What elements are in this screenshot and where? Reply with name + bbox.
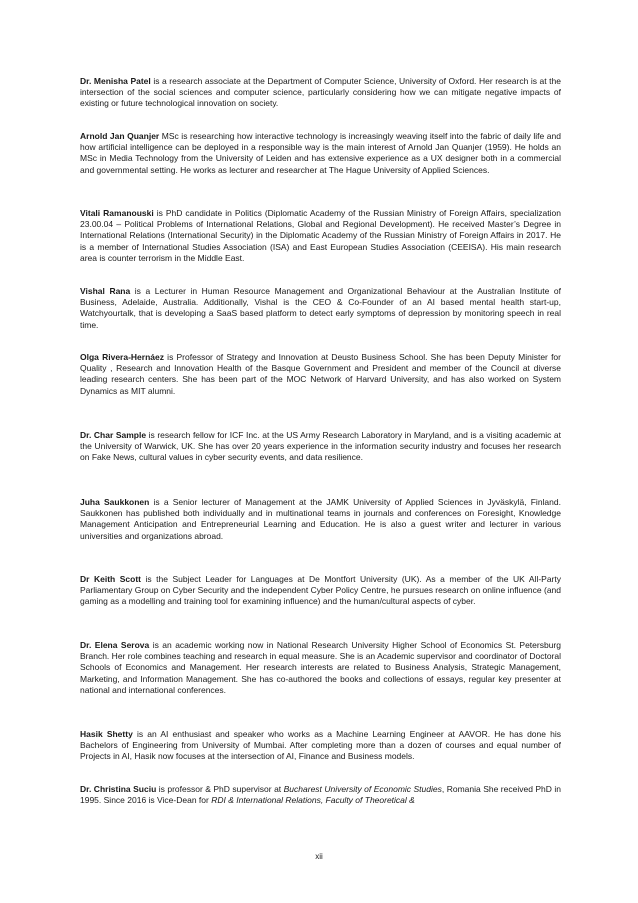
bio-menisha-patel xyxy=(80,76,561,110)
bio-christina-suciu xyxy=(80,784,561,806)
bio-name: Vitali Ramanouski xyxy=(80,208,154,218)
bio-text: is Professor of Strategy and Innovation at Deusto Business School. She has been Deputy Minister for Quality , Research and Innovation Health of the Basque Government and President and member of the Council at diverse leading research centers. She has been part of the MOC Network of Harvard University, and has also worked on System Dynamics as MIT alumni. xyxy=(80,352,561,396)
bio-juha-saukkonen xyxy=(80,497,561,542)
bio-arnold-jan-quanjer xyxy=(80,131,561,176)
bio-vishal-rana xyxy=(80,286,561,331)
bio-text: is research fellow for ICF Inc. at the US Army Research Laboratory in Maryland, and is a visiting academic at the University of Warwick, UK. She has over 20 years experience in the information security industry and focuses her research on Fake News, cultural values in cyber security events, and data resilience. xyxy=(80,430,561,463)
bio-name: Juha Saukkonen xyxy=(80,497,150,507)
bio-vitali-ramanouski xyxy=(80,208,561,264)
bio-text: is a research associate at the Department of Computer Science, University of Oxford. Her research is at the intersection of the social sciences and computer science, particularly considering how we can mitigate negative impacts of existing or future technological innovation on society. xyxy=(80,76,561,109)
bio-text: MSc is researching how interactive technology is increasingly weaving itself into the fabric of daily life and how artificial intelligence can be deployed in a responsible way is the main interest of Arnold Jan Quanjer (1959). He holds an MSc in Media Technology from the University of Leiden and has extensive experience as a UX designer both in a commercial and governmental setting. He works as lecturer and researcher at The Hague University of Applied Sciences. xyxy=(80,131,561,175)
bio-name: Dr. Elena Serova xyxy=(80,640,150,650)
bio-text: is professor & PhD supervisor at xyxy=(156,784,284,794)
bio-char-sample xyxy=(80,430,561,464)
bio-text: , Romania She received PhD in 1995. Since 2016 is Vice-Dean for xyxy=(80,784,562,806)
bio-olga-rivera-hernaez xyxy=(80,352,561,397)
bio-text: is an academic working now in National Research University Higher School of Economics St. Petersburg Branch. Her role combines teaching and research in equal measure. She is an Academic supervisor and coordinator of Doctoral Schools of Economics and Management. Her research interests are related to Business Analysis, Strategic Management, Marketing, and Information Management. She has co-authored the books and collections of essays, regular key presenter at national and international conferences. xyxy=(80,640,561,695)
bio-text: is PhD candidate in Politics (Diplomatic Academy of the Russian Ministry of Foreign Affairs, specialization 23.00.04 – Political Problems of International Relations, Global and Regional Development). He received Master’s Degree in International Relations (International Security) in the Diplomatic Academy of the Russian Ministry of Foreign Affairs in 2017. He is a member of International Studies Association (ISA) and East European Studies Association (CEEISA). His main research area is counter terrorism in the Middle East. xyxy=(80,208,561,263)
bio-name: Dr Keith Scott xyxy=(80,574,141,584)
bio-name: Arnold Jan Quanjer xyxy=(80,131,160,141)
bio-name: Vishal Rana xyxy=(80,286,131,296)
bio-text: is an AI enthusiast and speaker who works as a Machine Learning Engineer at AAVOR. He has done his Bachelors of Engineering from University of Mumbai. After completing more than a dozen of courses and equal number of Projects in AI, Hasik now focuses at the intersection of AI, Finance and Business models. xyxy=(80,729,561,762)
bio-text: is a Senior lecturer of Management at the JAMK University of Applied Sciences in Jyväskylä, Finland. Saukkonen has published both individually and in multinational teams in journals and conferences on Foresight, Knowledge Management Anticipation and Entrepreneurial Learning and Education. He is also a guest writer and lecturer in various universities and organizations abroad. xyxy=(80,497,561,541)
bio-name: Olga Rivera-Hernáez xyxy=(80,352,164,362)
bio-name: Dr. Char Sample xyxy=(80,430,147,440)
bio-elena-serova xyxy=(80,640,561,696)
bio-name: Dr. Christina Suciu xyxy=(80,784,157,794)
bio-name: Dr. Menisha Patel xyxy=(80,76,151,86)
bio-text: is a Lecturer in Human Resource Management and Organizational Behaviour at the Australian Institute of Business, Adelaide, Australia. Additionally, Vishal is the CEO & Co-Founder of an AI based mental health start-up, Watchyourtalk, that is developing a SaaS based platform to detect early symptoms of depression by monitoring speech in real time. xyxy=(80,286,561,330)
bio-keith-scott xyxy=(80,574,561,608)
bio-hasik-shetty xyxy=(80,729,561,763)
page-number: xii xyxy=(315,852,323,861)
bio-italic-text: RDI & International Relations, Faculty of Theoretical & xyxy=(211,795,415,806)
bio-name: Hasik Shetty xyxy=(80,729,133,739)
bio-text: is the Subject Leader for Languages at De Montfort University (UK). As a member of the UK All-Party Parliamentary Group on Cyber Security and the independent Cyber Policy Centre, he pursues research on online influence (and gaming as a modelling and training tool for examining influence) and the human/cultural aspects of cyber. xyxy=(80,574,561,607)
bio-italic-text: Bucharest University of Economic Studies xyxy=(283,784,442,794)
